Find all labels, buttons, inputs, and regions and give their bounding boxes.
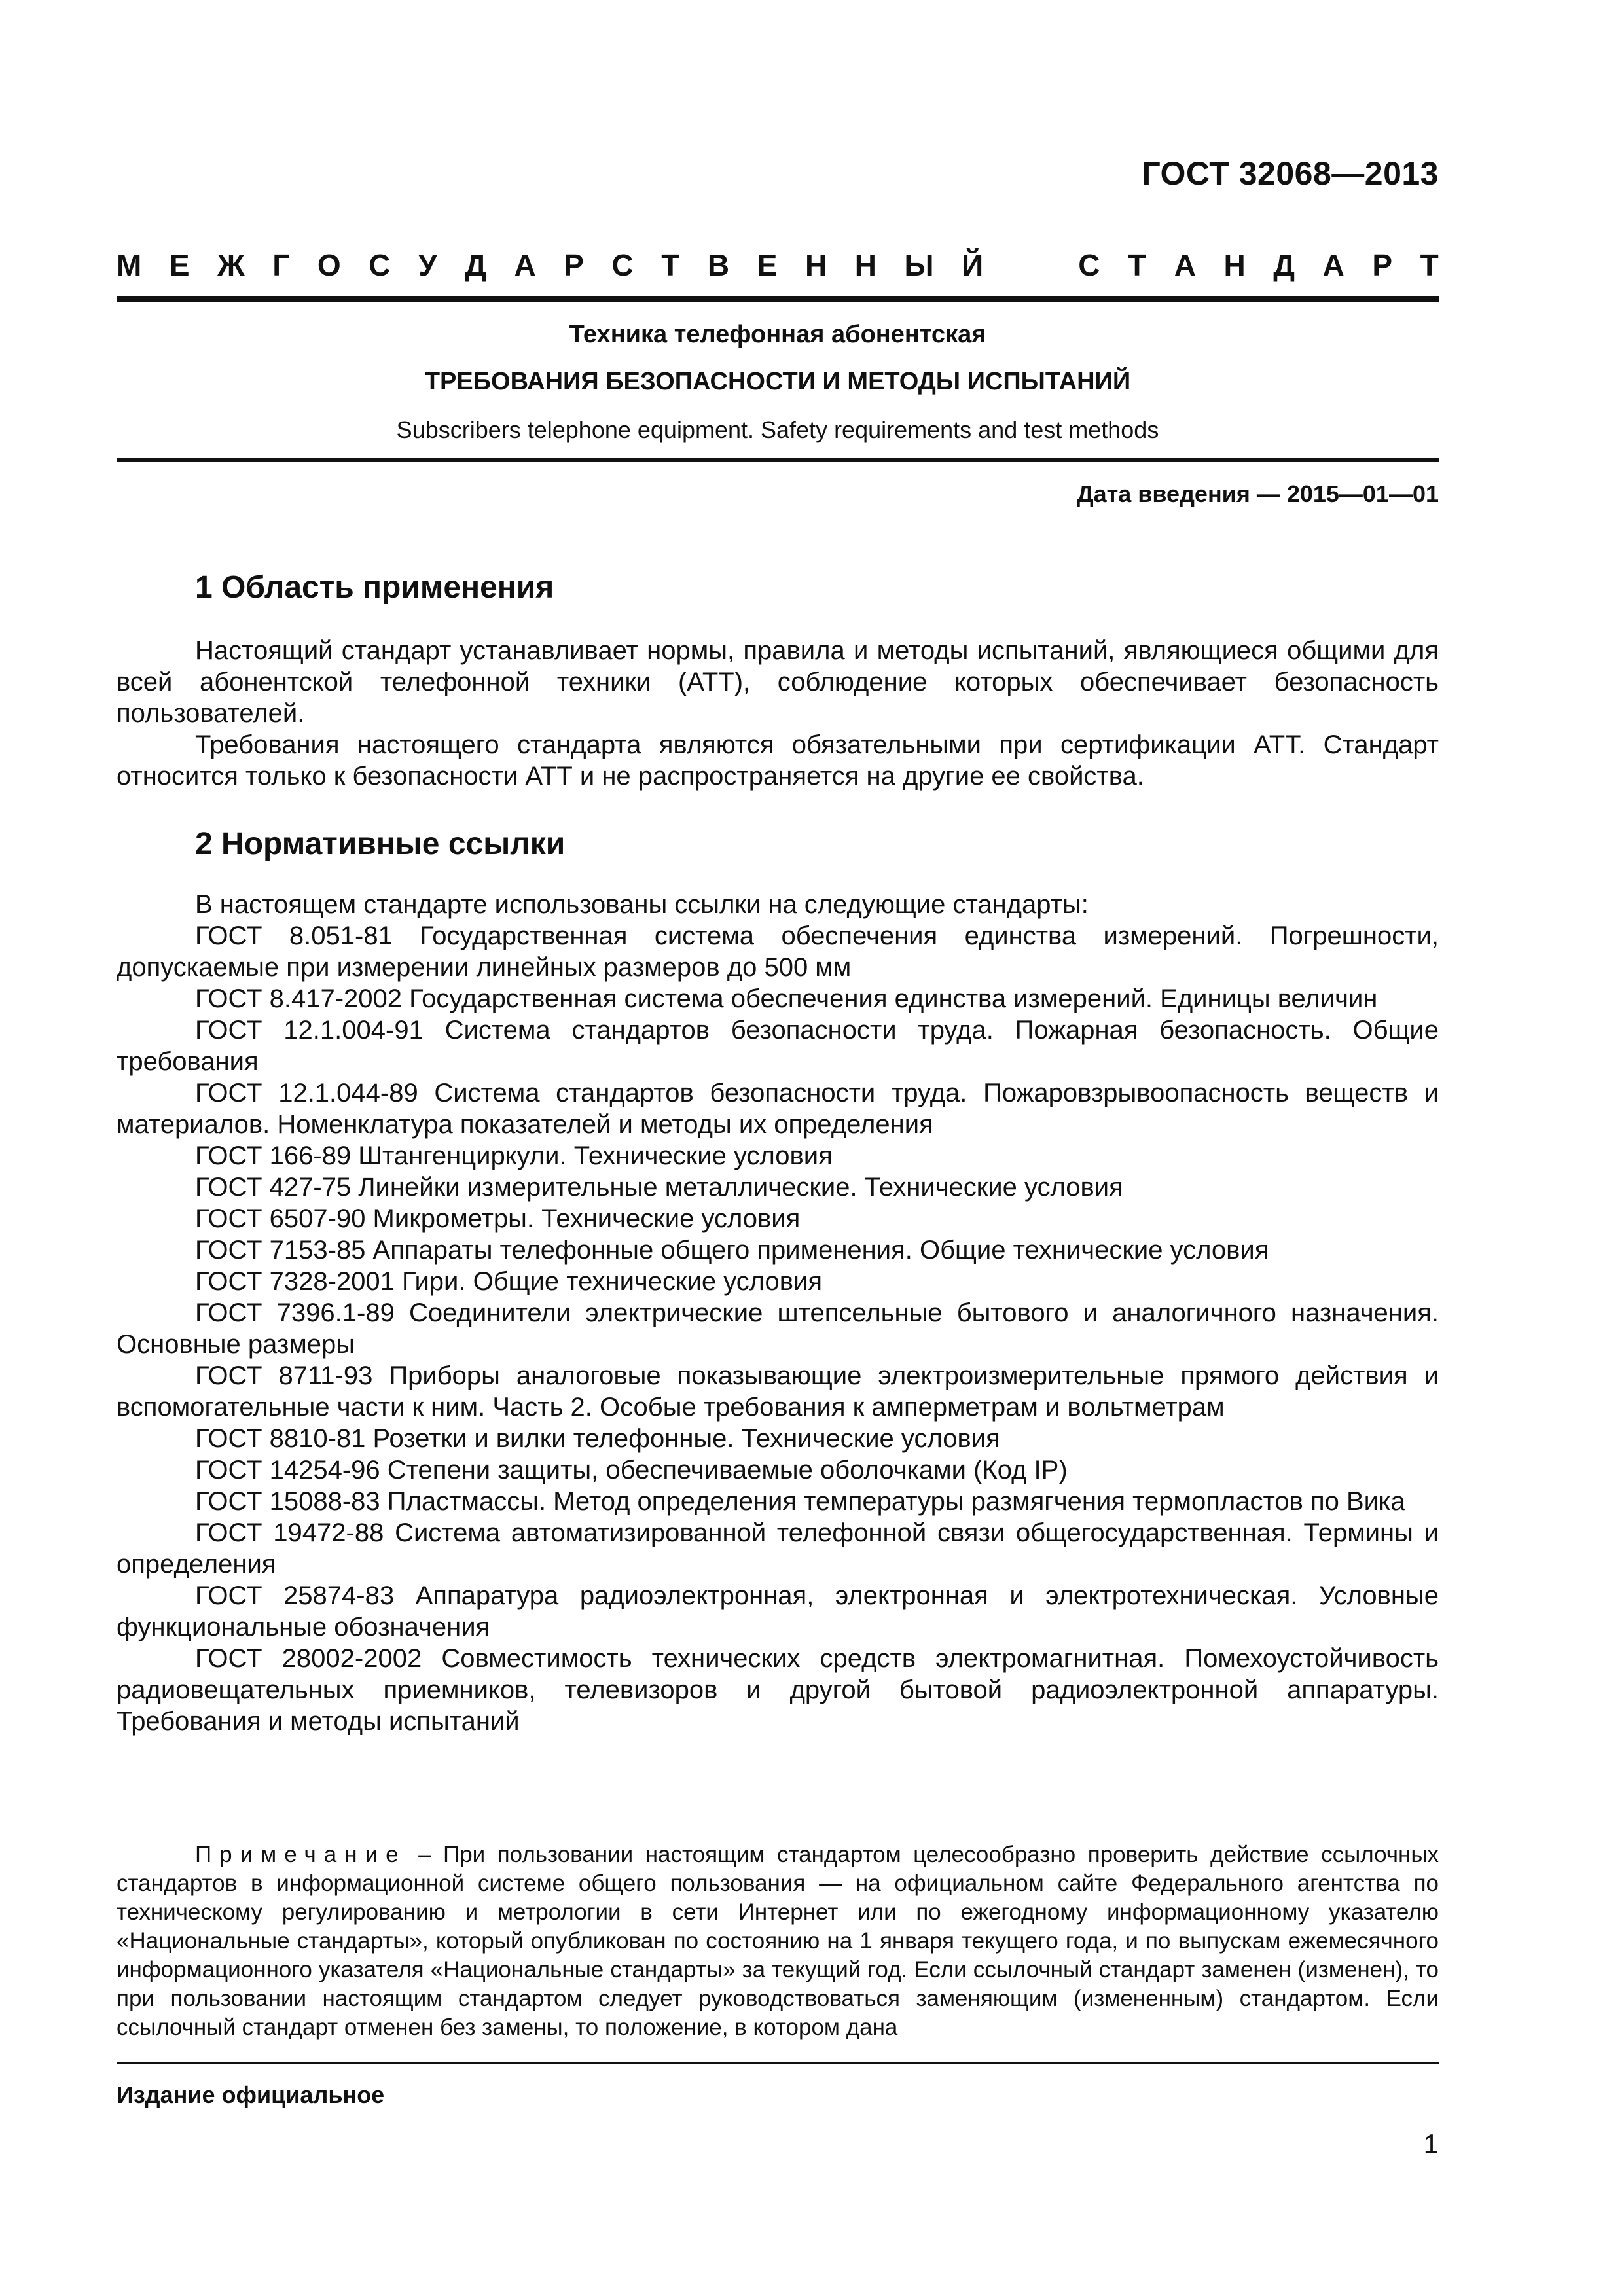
heading-letter: Ж bbox=[217, 248, 245, 282]
reference-item: ГОСТ 28002-2002 Совместимость технических средств электромагнитная. Помехоустойчивость радиовещательных приемников, телевизоров и другой бытовой радиоэлектронной аппаратуры. Требования и методы испытаний bbox=[117, 1644, 1439, 1736]
reference-item: ГОСТ 19472-88 Система автоматизированной телефонной связи общегосударственная. Термины и определения bbox=[117, 1518, 1439, 1579]
heading-letter: Д bbox=[1273, 248, 1295, 282]
heading-letter: М bbox=[117, 248, 142, 282]
reference-item: ГОСТ 6507-90 Микрометры. Технические условия bbox=[195, 1204, 801, 1233]
reference-item: ГОСТ 7396.1-89 Соединители электрические штепсельные бытового и аналогичного назначения. Основные размеры bbox=[117, 1299, 1439, 1359]
note-text: – При пользовании настоящим стандартом целесообразно проверить действие ссылочных стандартов в информационной системе общего пользования — на официальном сайте Федерального агентства по техническому регулированию и метрологии в сети Интернет или по ежегодному информационному указателю «Национальные стандарты», который опубликован по состоянию на 1 января текущего года, и по выпускам ежемесячного информационного указателя «Национальные стандарты» за текущий год. Если ссылочный стандарт заменен (изменен), то при пользовании настоящим стандартом следует руководствоваться заменяющим (измененным) стандартом. Если ссылочный стандарт отменен без замены, то положение, в котором дана bbox=[117, 1842, 1439, 2040]
interstate-standard-heading bbox=[117, 247, 1439, 283]
reference-item: ГОСТ 8711-93 Приборы аналоговые показывающие электроизмерительные прямого действия и вспомогательные части к ним. Часть 2. Особые требования к амперметрам и вольтметрам bbox=[117, 1361, 1439, 1422]
heading-letter: Й bbox=[962, 248, 984, 282]
reference-item: ГОСТ 7328-2001 Гири. Общие технические условия bbox=[195, 1267, 823, 1296]
reference-item: ГОСТ 8810-81 Розетки и вилки телефонные. Технические условия bbox=[195, 1424, 1000, 1453]
reference-item: ГОСТ 25874-83 Аппаратура радиоэлектронная, электронная и электротехническая. Условные функциональные обозначения bbox=[117, 1581, 1439, 1641]
title-ru: Техника телефонная абонентская bbox=[569, 321, 986, 348]
heading-letter: У bbox=[418, 248, 437, 282]
reference-item: ГОСТ 7153-85 Аппараты телефонные общего применения. Общие технические условия bbox=[195, 1236, 1269, 1265]
reference-item: ГОСТ 14254-96 Степени защиты, обеспечиваемые оболочками (Код IP) bbox=[195, 1456, 1068, 1484]
heading-letter: С bbox=[611, 248, 634, 282]
reference-item: ГОСТ 12.1.044-89 Система стандартов безопасности труда. Пожаровзрывоопасность веществ и материалов. Номенклатура показателей и методы их определения bbox=[117, 1079, 1439, 1139]
heading-letter: Т bbox=[1420, 248, 1439, 282]
references-intro: В настоящем стандарте использованы ссылки на следующие стандарты: bbox=[195, 890, 1089, 919]
gost-number: ГОСТ 32068—2013 bbox=[1142, 155, 1439, 192]
reference-item: ГОСТ 427-75 Линейки измерительные металлические. Технические условия bbox=[195, 1173, 1123, 1202]
heading-letter: Е bbox=[757, 248, 778, 282]
title-en: Subscribers telephone equipment. Safety requirements and test methods bbox=[396, 416, 1159, 443]
heading-letter: В bbox=[707, 248, 730, 282]
edition-label: Издание официальное bbox=[117, 2081, 385, 2108]
heading-letter: Е bbox=[169, 248, 190, 282]
heading-letter: Р bbox=[1372, 248, 1393, 282]
section-1-paragraph-2: Требования настоящего стандарта являются обязательными при сертификации АТТ. Стандарт относится только к безопасности АТТ и не распространяется на другие ее свойства. bbox=[117, 730, 1439, 791]
heading-letter: Т bbox=[661, 248, 680, 282]
heading-letter: А bbox=[1322, 248, 1344, 282]
heading-letter: Г bbox=[272, 248, 290, 282]
heading-letter: С bbox=[369, 248, 391, 282]
footer-divider bbox=[117, 2062, 1439, 2064]
reference-item: ГОСТ 15088-83 Пластмассы. Метод определения температуры размягчения термопластов по Вика bbox=[195, 1487, 1405, 1516]
heading-letter: А bbox=[514, 248, 536, 282]
reference-item: ГОСТ 8.051-81 Государственная система обеспечения единства измерений. Погрешности, допускаемые при измерении линейных размеров до 500 мм bbox=[117, 922, 1439, 982]
title-divider bbox=[117, 458, 1439, 462]
heading-letter: А bbox=[1174, 248, 1196, 282]
heading-letter: С bbox=[1078, 248, 1100, 282]
heading-letter: Н bbox=[854, 248, 876, 282]
header-divider bbox=[117, 296, 1439, 302]
title-requirements: ТРЕБОВАНИЯ БЕЗОПАСНОСТИ И МЕТОДЫ ИСПЫТАНИЙ bbox=[424, 368, 1131, 395]
references-list bbox=[117, 889, 1439, 1737]
reference-item: ГОСТ 12.1.004-91 Система стандартов безопасности труда. Пожарная безопасность. Общие требования bbox=[117, 1016, 1439, 1076]
word-gap bbox=[1011, 247, 1051, 283]
heading-letter: Д bbox=[465, 248, 486, 282]
section-1-paragraph-1: Настоящий стандарт устанавливает нормы, правила и методы испытаний, являющиеся общими для всей абонентской телефонной техники (АТТ), соблюдение которых обеспечивает безопасность пользователей. bbox=[117, 636, 1439, 728]
note-label: Примечание bbox=[195, 1842, 406, 1867]
reference-item: ГОСТ 8.417-2002 Государственная система обеспечения единства измерений. Единицы величин bbox=[195, 984, 1378, 1013]
heading-letter: О bbox=[317, 248, 341, 282]
heading-letter: Ы bbox=[904, 248, 934, 282]
reference-item: ГОСТ 166-89 Штангенциркули. Технические условия bbox=[195, 1141, 833, 1170]
section-1-heading: 1 Область применения bbox=[195, 570, 554, 605]
heading-letter: Р bbox=[564, 248, 584, 282]
heading-letter: Н bbox=[1223, 248, 1246, 282]
heading-letter: Т bbox=[1128, 248, 1147, 282]
section-2-heading: 2 Нормативные ссылки bbox=[195, 827, 566, 861]
heading-letter: Н bbox=[804, 248, 827, 282]
intro-date: Дата введения — 2015—01—01 bbox=[1076, 480, 1439, 507]
page-number: 1 bbox=[1423, 2128, 1439, 2159]
note-paragraph bbox=[117, 1840, 1439, 2042]
